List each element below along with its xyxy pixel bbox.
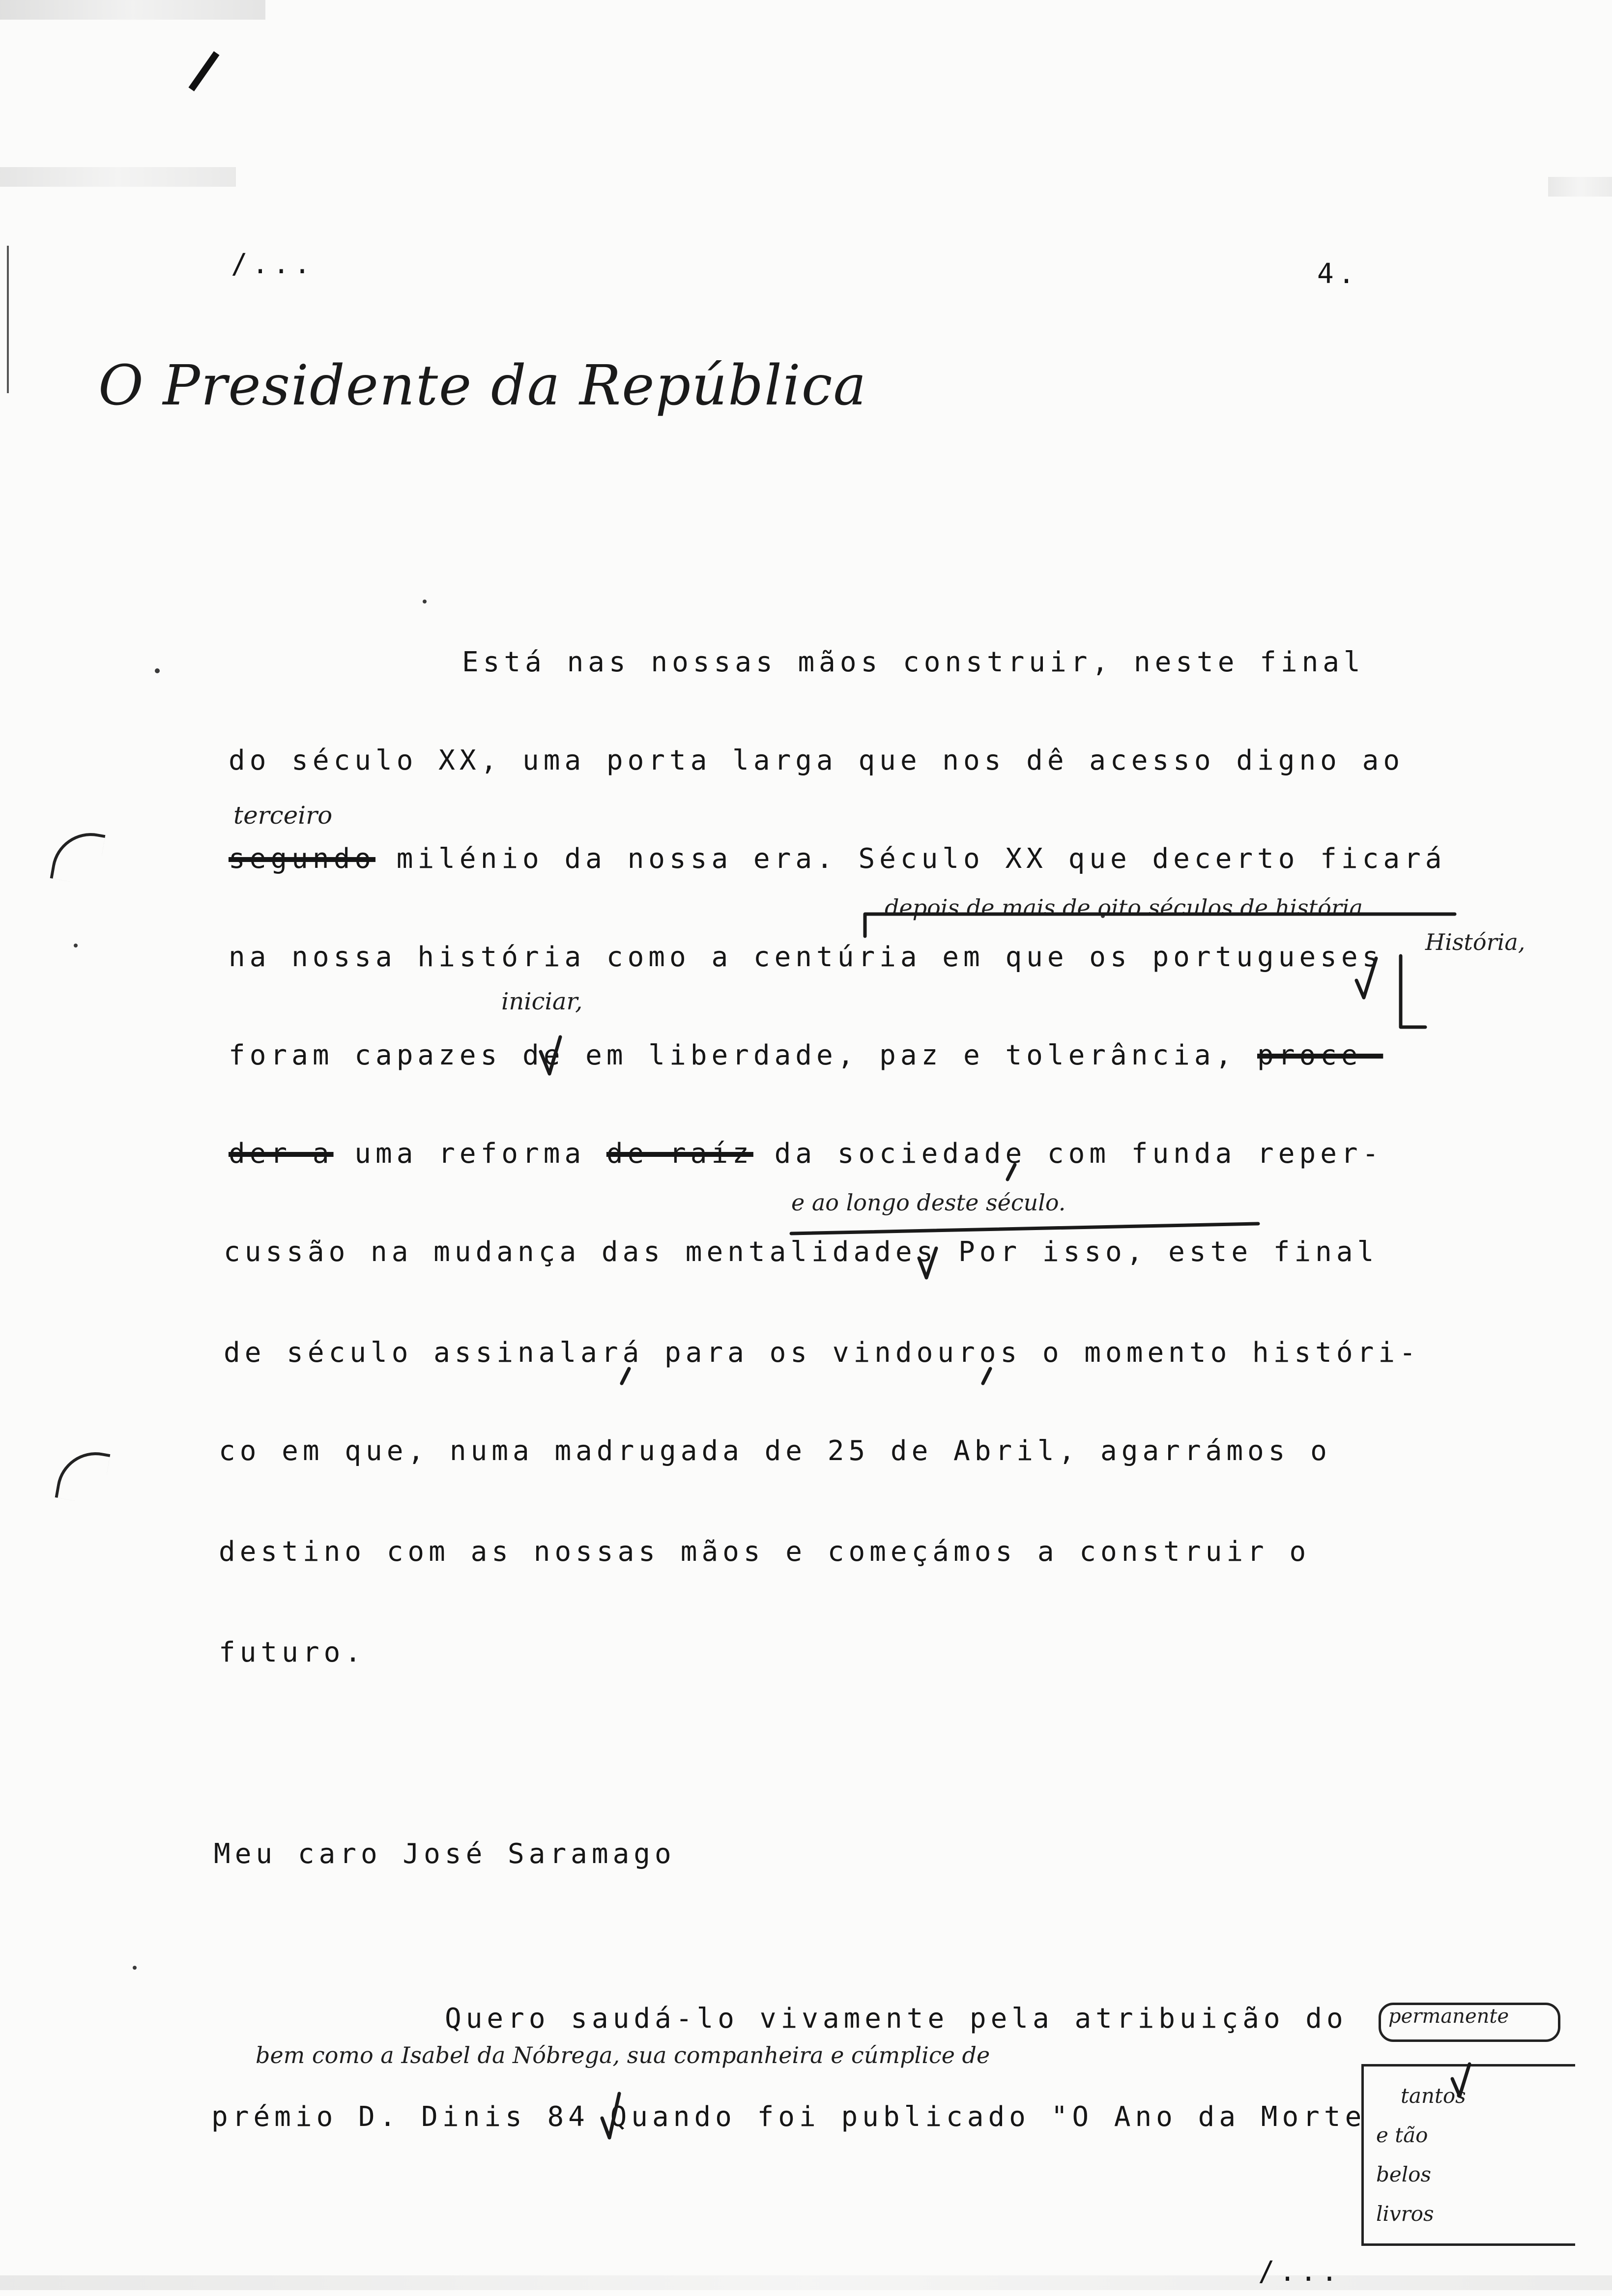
body-line-3-text: milénio da nossa era. Século XX que decerto ficará xyxy=(375,843,1446,875)
annotation-historia: História, xyxy=(1425,929,1526,955)
salutation: Meu caro José Saramago xyxy=(214,1838,676,1870)
bracket-historia xyxy=(1401,956,1425,1027)
margin-note-line-3: belos xyxy=(1376,2162,1432,2186)
margin-note-line-2: e tão xyxy=(1376,2123,1428,2147)
bracket-decerto xyxy=(865,914,1455,936)
annotation-decerto: depois de mais de oito séculos de história xyxy=(885,894,1363,921)
body-line-2: do século XX, uma porta larga que nos dê acesso digno ao xyxy=(229,745,1405,776)
body-line-8: de século assinalará para os vindouros o momento históri- xyxy=(224,1337,1420,1369)
body-line-1: Está nas nossas mãos construir, neste final xyxy=(462,646,1365,678)
annotation-nobreza: bem como a Isabel da Nóbrega, sua companheira e cúmplice de xyxy=(256,2042,990,2068)
body-line-13b: Quando foi publicado "O Ano da Morte xyxy=(589,2101,1366,2133)
comma-vindouros xyxy=(983,1369,990,1383)
body-line-5a: foram capazes de xyxy=(229,1039,565,1071)
body-line-5b: em liberdade, paz e tolerância, xyxy=(564,1039,1258,1071)
continuation-marker-top: /... xyxy=(231,248,315,280)
body-line-7a: cussão na mudança das mentalidades xyxy=(224,1236,938,1268)
struck-word-der-a: der a xyxy=(229,1138,334,1170)
margin-note-line-4: livros xyxy=(1376,2202,1434,2226)
caret-de xyxy=(541,1037,560,1074)
body-line-6b: da sociedade com funda reper- xyxy=(753,1138,1383,1170)
margin-note-line-1: tantos xyxy=(1401,2084,1466,2108)
body-line-10: destino com as nossas mãos e começámos a construir o xyxy=(219,1536,1311,1568)
comma-assinalara xyxy=(622,1369,629,1383)
body-line-12: Quero saudá-lo vivamente pela atribuição do xyxy=(445,2003,1348,2035)
annotation-permanente: permanente xyxy=(1388,2005,1509,2028)
caret-mentalidades xyxy=(919,1248,936,1278)
struck-word-segundo: segundo xyxy=(229,843,376,875)
page-number: 4. xyxy=(1317,258,1359,290)
body-line-4: na nossa história como a centúria em que os portugueses xyxy=(229,941,1383,973)
caret-84 xyxy=(602,2094,619,2138)
body-line-6a: uma reforma xyxy=(333,1138,606,1170)
annotation-iniciar: iniciar, xyxy=(501,988,583,1015)
caret-margin xyxy=(1452,2064,1469,2096)
body-line-7b: Por isso, este final xyxy=(937,1236,1379,1268)
annotation-seculos: e ao longo deste século. xyxy=(791,1189,1066,1216)
line-seculos xyxy=(791,1224,1258,1234)
struck-word-proce: proce- xyxy=(1257,1039,1383,1071)
body-line-13a: prémio D. Dinis 84 xyxy=(211,2101,589,2133)
struck-word-de-raiz: de raíz xyxy=(606,1138,753,1170)
letterhead-title: O Presidente da República xyxy=(98,354,867,418)
body-line-11: futuro. xyxy=(219,1636,366,1668)
annotation-terceiro: terceiro xyxy=(233,801,333,830)
comma-sociedade xyxy=(1008,1165,1015,1179)
caret-portugueses xyxy=(1356,958,1376,998)
body-line-9: co em que, numa madrugada de 25 de Abril, agarrámos o xyxy=(219,1435,1331,1467)
continuation-marker-bottom: /... xyxy=(1258,2256,1342,2288)
